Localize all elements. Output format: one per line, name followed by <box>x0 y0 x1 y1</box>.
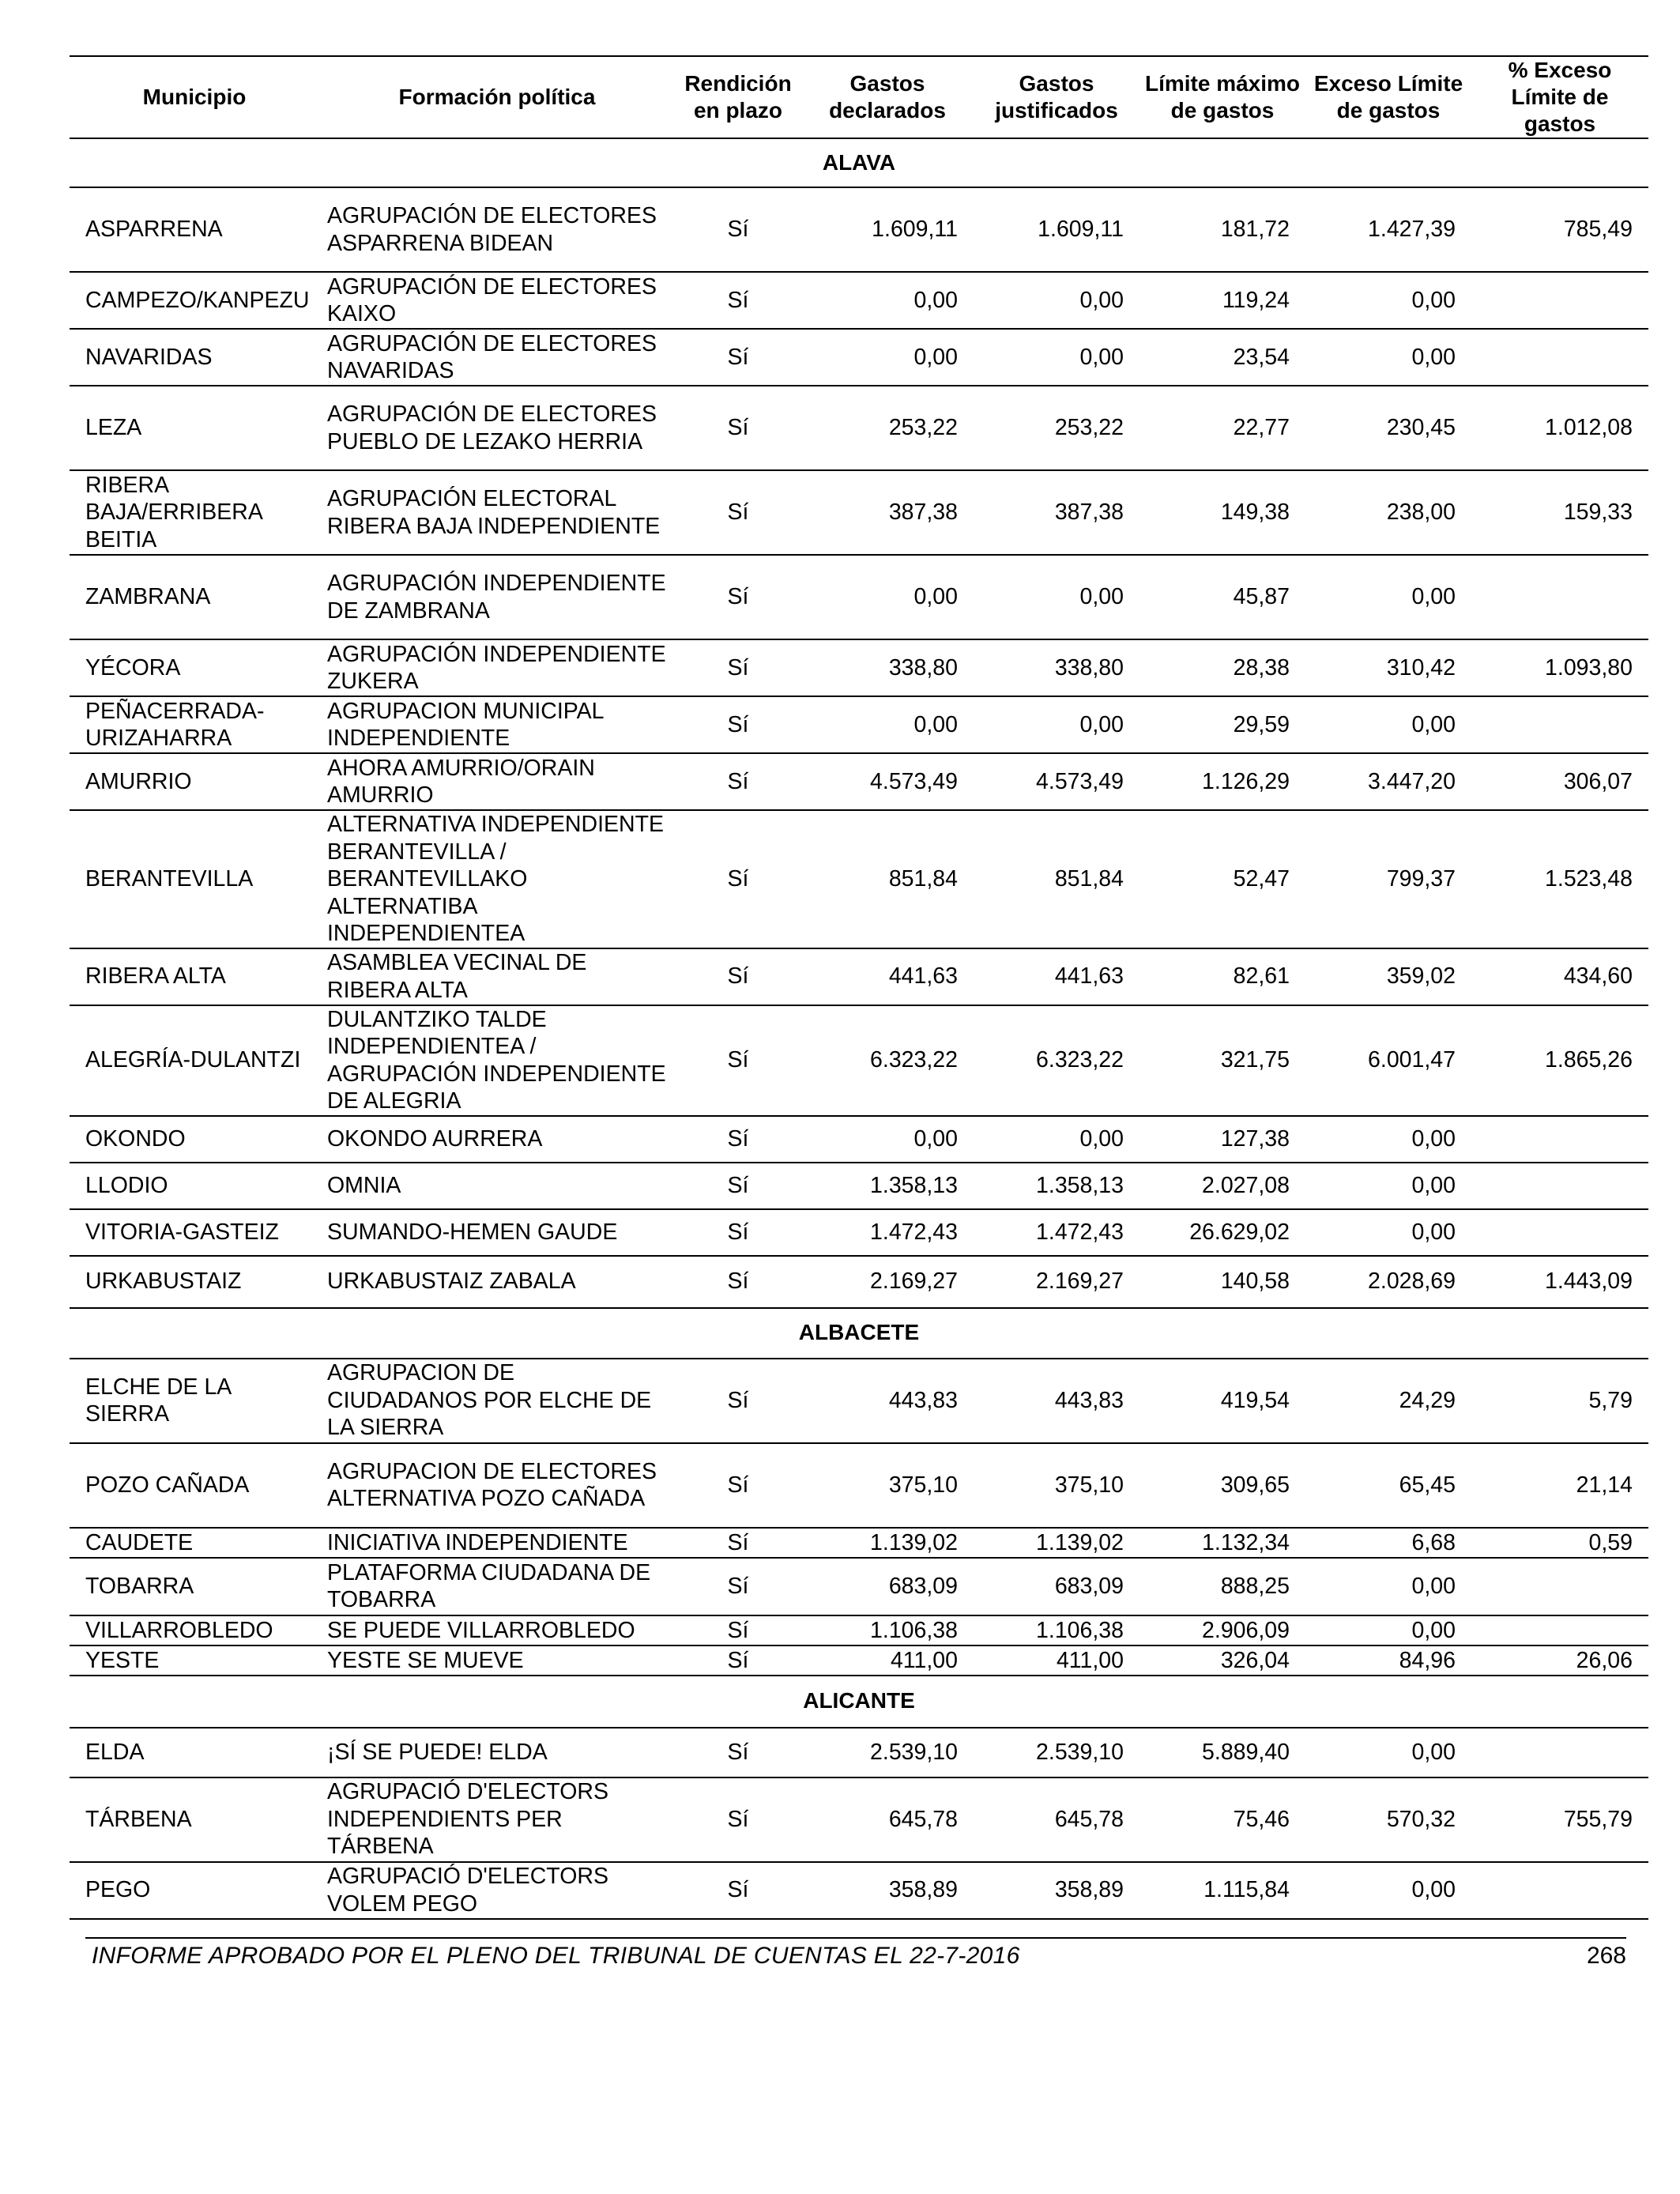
rendicion-cell: Sí <box>675 1728 801 1777</box>
limite-cell: 45,87 <box>1139 555 1305 639</box>
gastos-declarados-cell: 1.609,11 <box>801 187 974 272</box>
table-row <box>70 696 1648 753</box>
pct-exceso-cell <box>1471 1728 1648 1777</box>
gastos-declarados-cell: 387,38 <box>801 470 974 555</box>
gastos-justificados-cell: 338,80 <box>974 639 1139 696</box>
header-municipio: Municipio <box>70 56 319 138</box>
formacion-cell: DULANTZIKO TALDE INDEPENDIENTEA / AGRUPACIÓN INDEPENDIENTE DE ALEGRIA <box>319 1005 675 1116</box>
formacion-cell: INICIATIVA INDEPENDIENTE <box>319 1528 675 1558</box>
rendicion-cell: Sí <box>675 639 801 696</box>
gastos-declarados-cell: 2.169,27 <box>801 1256 974 1308</box>
rendicion-cell: Sí <box>675 1209 801 1256</box>
formacion-cell: AGRUPACIÓ D'ELECTORS INDEPENDIENTS PER TÁRBENA <box>319 1777 675 1862</box>
gastos-declarados-cell: 645,78 <box>801 1777 974 1862</box>
header-gastos-declarados: Gastos declarados <box>801 56 974 138</box>
exceso-cell: 6.001,47 <box>1305 1005 1471 1116</box>
municipio-cell: RIBERA BAJA/ERRIBERA BEITIA <box>70 470 319 555</box>
formacion-cell: ASAMBLEA VECINAL DE RIBERA ALTA <box>319 948 675 1005</box>
province-name: ALBACETE <box>70 1308 1648 1359</box>
gastos-justificados-cell: 0,00 <box>974 696 1139 753</box>
pct-exceso-cell <box>1471 1558 1648 1615</box>
province-name: ALAVA <box>70 138 1648 187</box>
report-page <box>70 55 1648 1920</box>
table-row <box>70 1359 1648 1443</box>
limite-cell: 28,38 <box>1139 639 1305 696</box>
table-row <box>70 1615 1648 1646</box>
gastos-justificados-cell: 0,00 <box>974 329 1139 386</box>
pct-exceso-cell: 755,79 <box>1471 1777 1648 1862</box>
limite-cell: 29,59 <box>1139 696 1305 753</box>
table-row <box>70 1862 1648 1919</box>
exceso-cell: 0,00 <box>1305 272 1471 329</box>
gastos-justificados-cell: 0,00 <box>974 1116 1139 1163</box>
table-row <box>70 1528 1648 1558</box>
municipio-cell: ZAMBRANA <box>70 555 319 639</box>
exceso-cell: 799,37 <box>1305 810 1471 948</box>
rendicion-cell: Sí <box>675 1116 801 1163</box>
header-pct-exceso: % Exceso Límite de gastos <box>1471 56 1648 138</box>
formacion-cell: AGRUPACIÓ D'ELECTORS VOLEM PEGO <box>319 1862 675 1919</box>
exceso-cell: 0,00 <box>1305 555 1471 639</box>
pct-exceso-cell <box>1471 555 1648 639</box>
exceso-cell: 0,00 <box>1305 1728 1471 1777</box>
municipio-cell: TÁRBENA <box>70 1777 319 1862</box>
gastos-justificados-cell: 253,22 <box>974 386 1139 470</box>
limite-cell: 82,61 <box>1139 948 1305 1005</box>
table-row <box>70 1777 1648 1862</box>
gastos-declarados-cell: 338,80 <box>801 639 974 696</box>
formacion-cell: OMNIA <box>319 1163 675 1209</box>
gastos-justificados-cell: 358,89 <box>974 1862 1139 1919</box>
exceso-cell: 0,00 <box>1305 696 1471 753</box>
page-number: 268 <box>1586 1943 1626 1969</box>
municipio-cell: NAVARIDAS <box>70 329 319 386</box>
gastos-justificados-cell: 4.573,49 <box>974 753 1139 810</box>
gastos-justificados-cell: 1.139,02 <box>974 1528 1139 1558</box>
gastos-declarados-cell: 0,00 <box>801 272 974 329</box>
gastos-justificados-cell: 0,00 <box>974 555 1139 639</box>
rendicion-cell: Sí <box>675 1528 801 1558</box>
rendicion-cell: Sí <box>675 696 801 753</box>
exceso-cell: 238,00 <box>1305 470 1471 555</box>
table-row <box>70 386 1648 470</box>
exceso-cell: 24,29 <box>1305 1359 1471 1443</box>
table-header-row <box>70 56 1648 138</box>
formacion-cell: AGRUPACIÓN ELECTORAL RIBERA BAJA INDEPENDIENTE <box>319 470 675 555</box>
limite-cell: 22,77 <box>1139 386 1305 470</box>
exceso-cell: 310,42 <box>1305 639 1471 696</box>
formacion-cell: AGRUPACION MUNICIPAL INDEPENDIENTE <box>319 696 675 753</box>
municipio-cell: BERANTEVILLA <box>70 810 319 948</box>
municipio-cell: ELDA <box>70 1728 319 1777</box>
municipio-cell: ASPARRENA <box>70 187 319 272</box>
table-row <box>70 1163 1648 1209</box>
table-row <box>70 1256 1648 1308</box>
limite-cell: 1.115,84 <box>1139 1862 1305 1919</box>
rendicion-cell: Sí <box>675 386 801 470</box>
pct-exceso-cell <box>1471 1209 1648 1256</box>
gastos-declarados-cell: 683,09 <box>801 1558 974 1615</box>
municipio-cell: CAUDETE <box>70 1528 319 1558</box>
rendicion-cell: Sí <box>675 470 801 555</box>
table-row <box>70 272 1648 329</box>
rendicion-cell: Sí <box>675 555 801 639</box>
rendicion-cell: Sí <box>675 1163 801 1209</box>
province-header-row <box>70 138 1648 187</box>
gastos-justificados-cell: 1.609,11 <box>974 187 1139 272</box>
formacion-cell: PLATAFORMA CIUDADANA DE TOBARRA <box>319 1558 675 1615</box>
table-row <box>70 1443 1648 1528</box>
exceso-cell: 359,02 <box>1305 948 1471 1005</box>
municipio-cell: PEÑACERRADA-URIZAHARRA <box>70 696 319 753</box>
exceso-cell: 84,96 <box>1305 1646 1471 1676</box>
formacion-cell: URKABUSTAIZ ZABALA <box>319 1256 675 1308</box>
pct-exceso-cell <box>1471 272 1648 329</box>
header-gastos-justificados: Gastos justificados <box>974 56 1139 138</box>
gastos-declarados-cell: 441,63 <box>801 948 974 1005</box>
gastos-justificados-cell: 851,84 <box>974 810 1139 948</box>
limite-cell: 1.126,29 <box>1139 753 1305 810</box>
gastos-declarados-cell: 0,00 <box>801 1116 974 1163</box>
pct-exceso-cell <box>1471 329 1648 386</box>
formacion-cell: AGRUPACION DE CIUDADANOS POR ELCHE DE LA SIERRA <box>319 1359 675 1443</box>
municipio-cell: VITORIA-GASTEIZ <box>70 1209 319 1256</box>
gastos-justificados-cell: 2.539,10 <box>974 1728 1139 1777</box>
gastos-justificados-cell: 1.358,13 <box>974 1163 1139 1209</box>
table-body <box>70 138 1648 1919</box>
formacion-cell: AGRUPACIÓN DE ELECTORES ASPARRENA BIDEAN <box>319 187 675 272</box>
rendicion-cell: Sí <box>675 1005 801 1116</box>
rendicion-cell: Sí <box>675 948 801 1005</box>
exceso-cell: 0,00 <box>1305 1163 1471 1209</box>
municipio-cell: TOBARRA <box>70 1558 319 1615</box>
footer-divider <box>85 1937 1626 1939</box>
formacion-cell: AGRUPACIÓN INDEPENDIENTE ZUKERA <box>319 639 675 696</box>
province-header-row <box>70 1676 1648 1728</box>
formacion-cell: AGRUPACION DE ELECTORES ALTERNATIVA POZO CAÑADA <box>319 1443 675 1528</box>
rendicion-cell: Sí <box>675 1256 801 1308</box>
gastos-declarados-cell: 1.358,13 <box>801 1163 974 1209</box>
header-rendicion: Rendición en plazo <box>675 56 801 138</box>
limite-cell: 23,54 <box>1139 329 1305 386</box>
municipio-cell: LEZA <box>70 386 319 470</box>
formacion-cell: AHORA AMURRIO/ORAIN AMURRIO <box>319 753 675 810</box>
rendicion-cell: Sí <box>675 272 801 329</box>
municipio-cell: YÉCORA <box>70 639 319 696</box>
municipio-cell: RIBERA ALTA <box>70 948 319 1005</box>
rendicion-cell: Sí <box>675 329 801 386</box>
rendicion-cell: Sí <box>675 1443 801 1528</box>
gastos-declarados-cell: 358,89 <box>801 1862 974 1919</box>
exceso-cell: 0,00 <box>1305 1862 1471 1919</box>
footer-text: INFORME APROBADO POR EL PLENO DEL TRIBUNAL DE CUENTAS EL 22-7-2016 <box>92 1943 1020 1969</box>
formacion-cell: AGRUPACIÓN DE ELECTORES NAVARIDAS <box>319 329 675 386</box>
expenses-table <box>70 55 1648 1920</box>
gastos-justificados-cell: 375,10 <box>974 1443 1139 1528</box>
gastos-justificados-cell: 0,00 <box>974 272 1139 329</box>
header-exceso: Exceso Límite de gastos <box>1305 56 1471 138</box>
formacion-cell: AGRUPACIÓN DE ELECTORES PUEBLO DE LEZAKO HERRIA <box>319 386 675 470</box>
formacion-cell: SUMANDO-HEMEN GAUDE <box>319 1209 675 1256</box>
table-row <box>70 555 1648 639</box>
municipio-cell: PEGO <box>70 1862 319 1919</box>
gastos-justificados-cell: 441,63 <box>974 948 1139 1005</box>
pct-exceso-cell: 434,60 <box>1471 948 1648 1005</box>
gastos-declarados-cell: 253,22 <box>801 386 974 470</box>
exceso-cell: 0,00 <box>1305 1558 1471 1615</box>
province-header-row <box>70 1308 1648 1359</box>
pct-exceso-cell: 1.443,09 <box>1471 1256 1648 1308</box>
gastos-justificados-cell: 1.472,43 <box>974 1209 1139 1256</box>
table-row <box>70 329 1648 386</box>
municipio-cell: ALEGRÍA-DULANTZI <box>70 1005 319 1116</box>
table-row <box>70 1005 1648 1116</box>
table-row <box>70 639 1648 696</box>
rendicion-cell: Sí <box>675 1615 801 1646</box>
municipio-cell: OKONDO <box>70 1116 319 1163</box>
pct-exceso-cell: 5,79 <box>1471 1359 1648 1443</box>
rendicion-cell: Sí <box>675 753 801 810</box>
gastos-declarados-cell: 6.323,22 <box>801 1005 974 1116</box>
limite-cell: 140,58 <box>1139 1256 1305 1308</box>
limite-cell: 321,75 <box>1139 1005 1305 1116</box>
exceso-cell: 0,00 <box>1305 329 1471 386</box>
limite-cell: 52,47 <box>1139 810 1305 948</box>
municipio-cell: POZO CAÑADA <box>70 1443 319 1528</box>
pct-exceso-cell: 1.865,26 <box>1471 1005 1648 1116</box>
limite-cell: 26.629,02 <box>1139 1209 1305 1256</box>
formacion-cell: ALTERNATIVA INDEPENDIENTE BERANTEVILLA / BERANTEVILLAKO ALTERNATIBA INDEPENDIENTEA <box>319 810 675 948</box>
gastos-declarados-cell: 0,00 <box>801 696 974 753</box>
exceso-cell: 65,45 <box>1305 1443 1471 1528</box>
limite-cell: 326,04 <box>1139 1646 1305 1676</box>
gastos-declarados-cell: 851,84 <box>801 810 974 948</box>
limite-cell: 2.906,09 <box>1139 1615 1305 1646</box>
pct-exceso-cell <box>1471 1615 1648 1646</box>
pct-exceso-cell: 1.523,48 <box>1471 810 1648 948</box>
table-row <box>70 1646 1648 1676</box>
gastos-declarados-cell: 2.539,10 <box>801 1728 974 1777</box>
limite-cell: 309,65 <box>1139 1443 1305 1528</box>
header-limite: Límite máximo de gastos <box>1139 56 1305 138</box>
gastos-declarados-cell: 1.472,43 <box>801 1209 974 1256</box>
municipio-cell: AMURRIO <box>70 753 319 810</box>
pct-exceso-cell: 785,49 <box>1471 187 1648 272</box>
pct-exceso-cell: 21,14 <box>1471 1443 1648 1528</box>
table-row <box>70 1728 1648 1777</box>
pct-exceso-cell <box>1471 1116 1648 1163</box>
exceso-cell: 570,32 <box>1305 1777 1471 1862</box>
gastos-declarados-cell: 411,00 <box>801 1646 974 1676</box>
pct-exceso-cell <box>1471 1163 1648 1209</box>
gastos-justificados-cell: 6.323,22 <box>974 1005 1139 1116</box>
limite-cell: 888,25 <box>1139 1558 1305 1615</box>
pct-exceso-cell: 26,06 <box>1471 1646 1648 1676</box>
limite-cell: 149,38 <box>1139 470 1305 555</box>
formacion-cell: AGRUPACIÓN DE ELECTORES KAIXO <box>319 272 675 329</box>
gastos-justificados-cell: 387,38 <box>974 470 1139 555</box>
limite-cell: 181,72 <box>1139 187 1305 272</box>
table-row <box>70 753 1648 810</box>
exceso-cell: 2.028,69 <box>1305 1256 1471 1308</box>
formacion-cell: OKONDO AURRERA <box>319 1116 675 1163</box>
gastos-justificados-cell: 683,09 <box>974 1558 1139 1615</box>
rendicion-cell: Sí <box>675 1646 801 1676</box>
header-formacion: Formación política <box>319 56 675 138</box>
gastos-declarados-cell: 0,00 <box>801 555 974 639</box>
exceso-cell: 0,00 <box>1305 1209 1471 1256</box>
formacion-cell: ¡SÍ SE PUEDE! ELDA <box>319 1728 675 1777</box>
table-row <box>70 1209 1648 1256</box>
gastos-declarados-cell: 375,10 <box>801 1443 974 1528</box>
pct-exceso-cell: 159,33 <box>1471 470 1648 555</box>
exceso-cell: 3.447,20 <box>1305 753 1471 810</box>
table-row <box>70 470 1648 555</box>
rendicion-cell: Sí <box>675 1558 801 1615</box>
gastos-declarados-cell: 4.573,49 <box>801 753 974 810</box>
formacion-cell: AGRUPACIÓN INDEPENDIENTE DE ZAMBRANA <box>319 555 675 639</box>
formacion-cell: YESTE SE MUEVE <box>319 1646 675 1676</box>
gastos-declarados-cell: 443,83 <box>801 1359 974 1443</box>
exceso-cell: 0,00 <box>1305 1116 1471 1163</box>
table-row <box>70 1558 1648 1615</box>
rendicion-cell: Sí <box>675 187 801 272</box>
limite-cell: 75,46 <box>1139 1777 1305 1862</box>
limite-cell: 5.889,40 <box>1139 1728 1305 1777</box>
municipio-cell: CAMPEZO/KANPEZU <box>70 272 319 329</box>
rendicion-cell: Sí <box>675 1359 801 1443</box>
table-row <box>70 1116 1648 1163</box>
pct-exceso-cell: 1.012,08 <box>1471 386 1648 470</box>
limite-cell: 119,24 <box>1139 272 1305 329</box>
pct-exceso-cell: 1.093,80 <box>1471 639 1648 696</box>
rendicion-cell: Sí <box>675 1862 801 1919</box>
table-row <box>70 810 1648 948</box>
exceso-cell: 0,00 <box>1305 1615 1471 1646</box>
municipio-cell: LLODIO <box>70 1163 319 1209</box>
limite-cell: 1.132,34 <box>1139 1528 1305 1558</box>
formacion-cell: SE PUEDE VILLARROBLEDO <box>319 1615 675 1646</box>
exceso-cell: 6,68 <box>1305 1528 1471 1558</box>
gastos-justificados-cell: 411,00 <box>974 1646 1139 1676</box>
gastos-justificados-cell: 1.106,38 <box>974 1615 1139 1646</box>
municipio-cell: URKABUSTAIZ <box>70 1256 319 1308</box>
pct-exceso-cell: 0,59 <box>1471 1528 1648 1558</box>
province-name: ALICANTE <box>70 1676 1648 1728</box>
municipio-cell: ELCHE DE LA SIERRA <box>70 1359 319 1443</box>
pct-exceso-cell: 306,07 <box>1471 753 1648 810</box>
gastos-declarados-cell: 1.106,38 <box>801 1615 974 1646</box>
exceso-cell: 230,45 <box>1305 386 1471 470</box>
rendicion-cell: Sí <box>675 1777 801 1862</box>
municipio-cell: VILLARROBLEDO <box>70 1615 319 1646</box>
gastos-declarados-cell: 0,00 <box>801 329 974 386</box>
municipio-cell: YESTE <box>70 1646 319 1676</box>
gastos-declarados-cell: 1.139,02 <box>801 1528 974 1558</box>
exceso-cell: 1.427,39 <box>1305 187 1471 272</box>
pct-exceso-cell <box>1471 696 1648 753</box>
table-row <box>70 187 1648 272</box>
pct-exceso-cell <box>1471 1862 1648 1919</box>
table-row <box>70 948 1648 1005</box>
limite-cell: 419,54 <box>1139 1359 1305 1443</box>
limite-cell: 127,38 <box>1139 1116 1305 1163</box>
gastos-justificados-cell: 2.169,27 <box>974 1256 1139 1308</box>
gastos-justificados-cell: 443,83 <box>974 1359 1139 1443</box>
limite-cell: 2.027,08 <box>1139 1163 1305 1209</box>
gastos-justificados-cell: 645,78 <box>974 1777 1139 1862</box>
rendicion-cell: Sí <box>675 810 801 948</box>
